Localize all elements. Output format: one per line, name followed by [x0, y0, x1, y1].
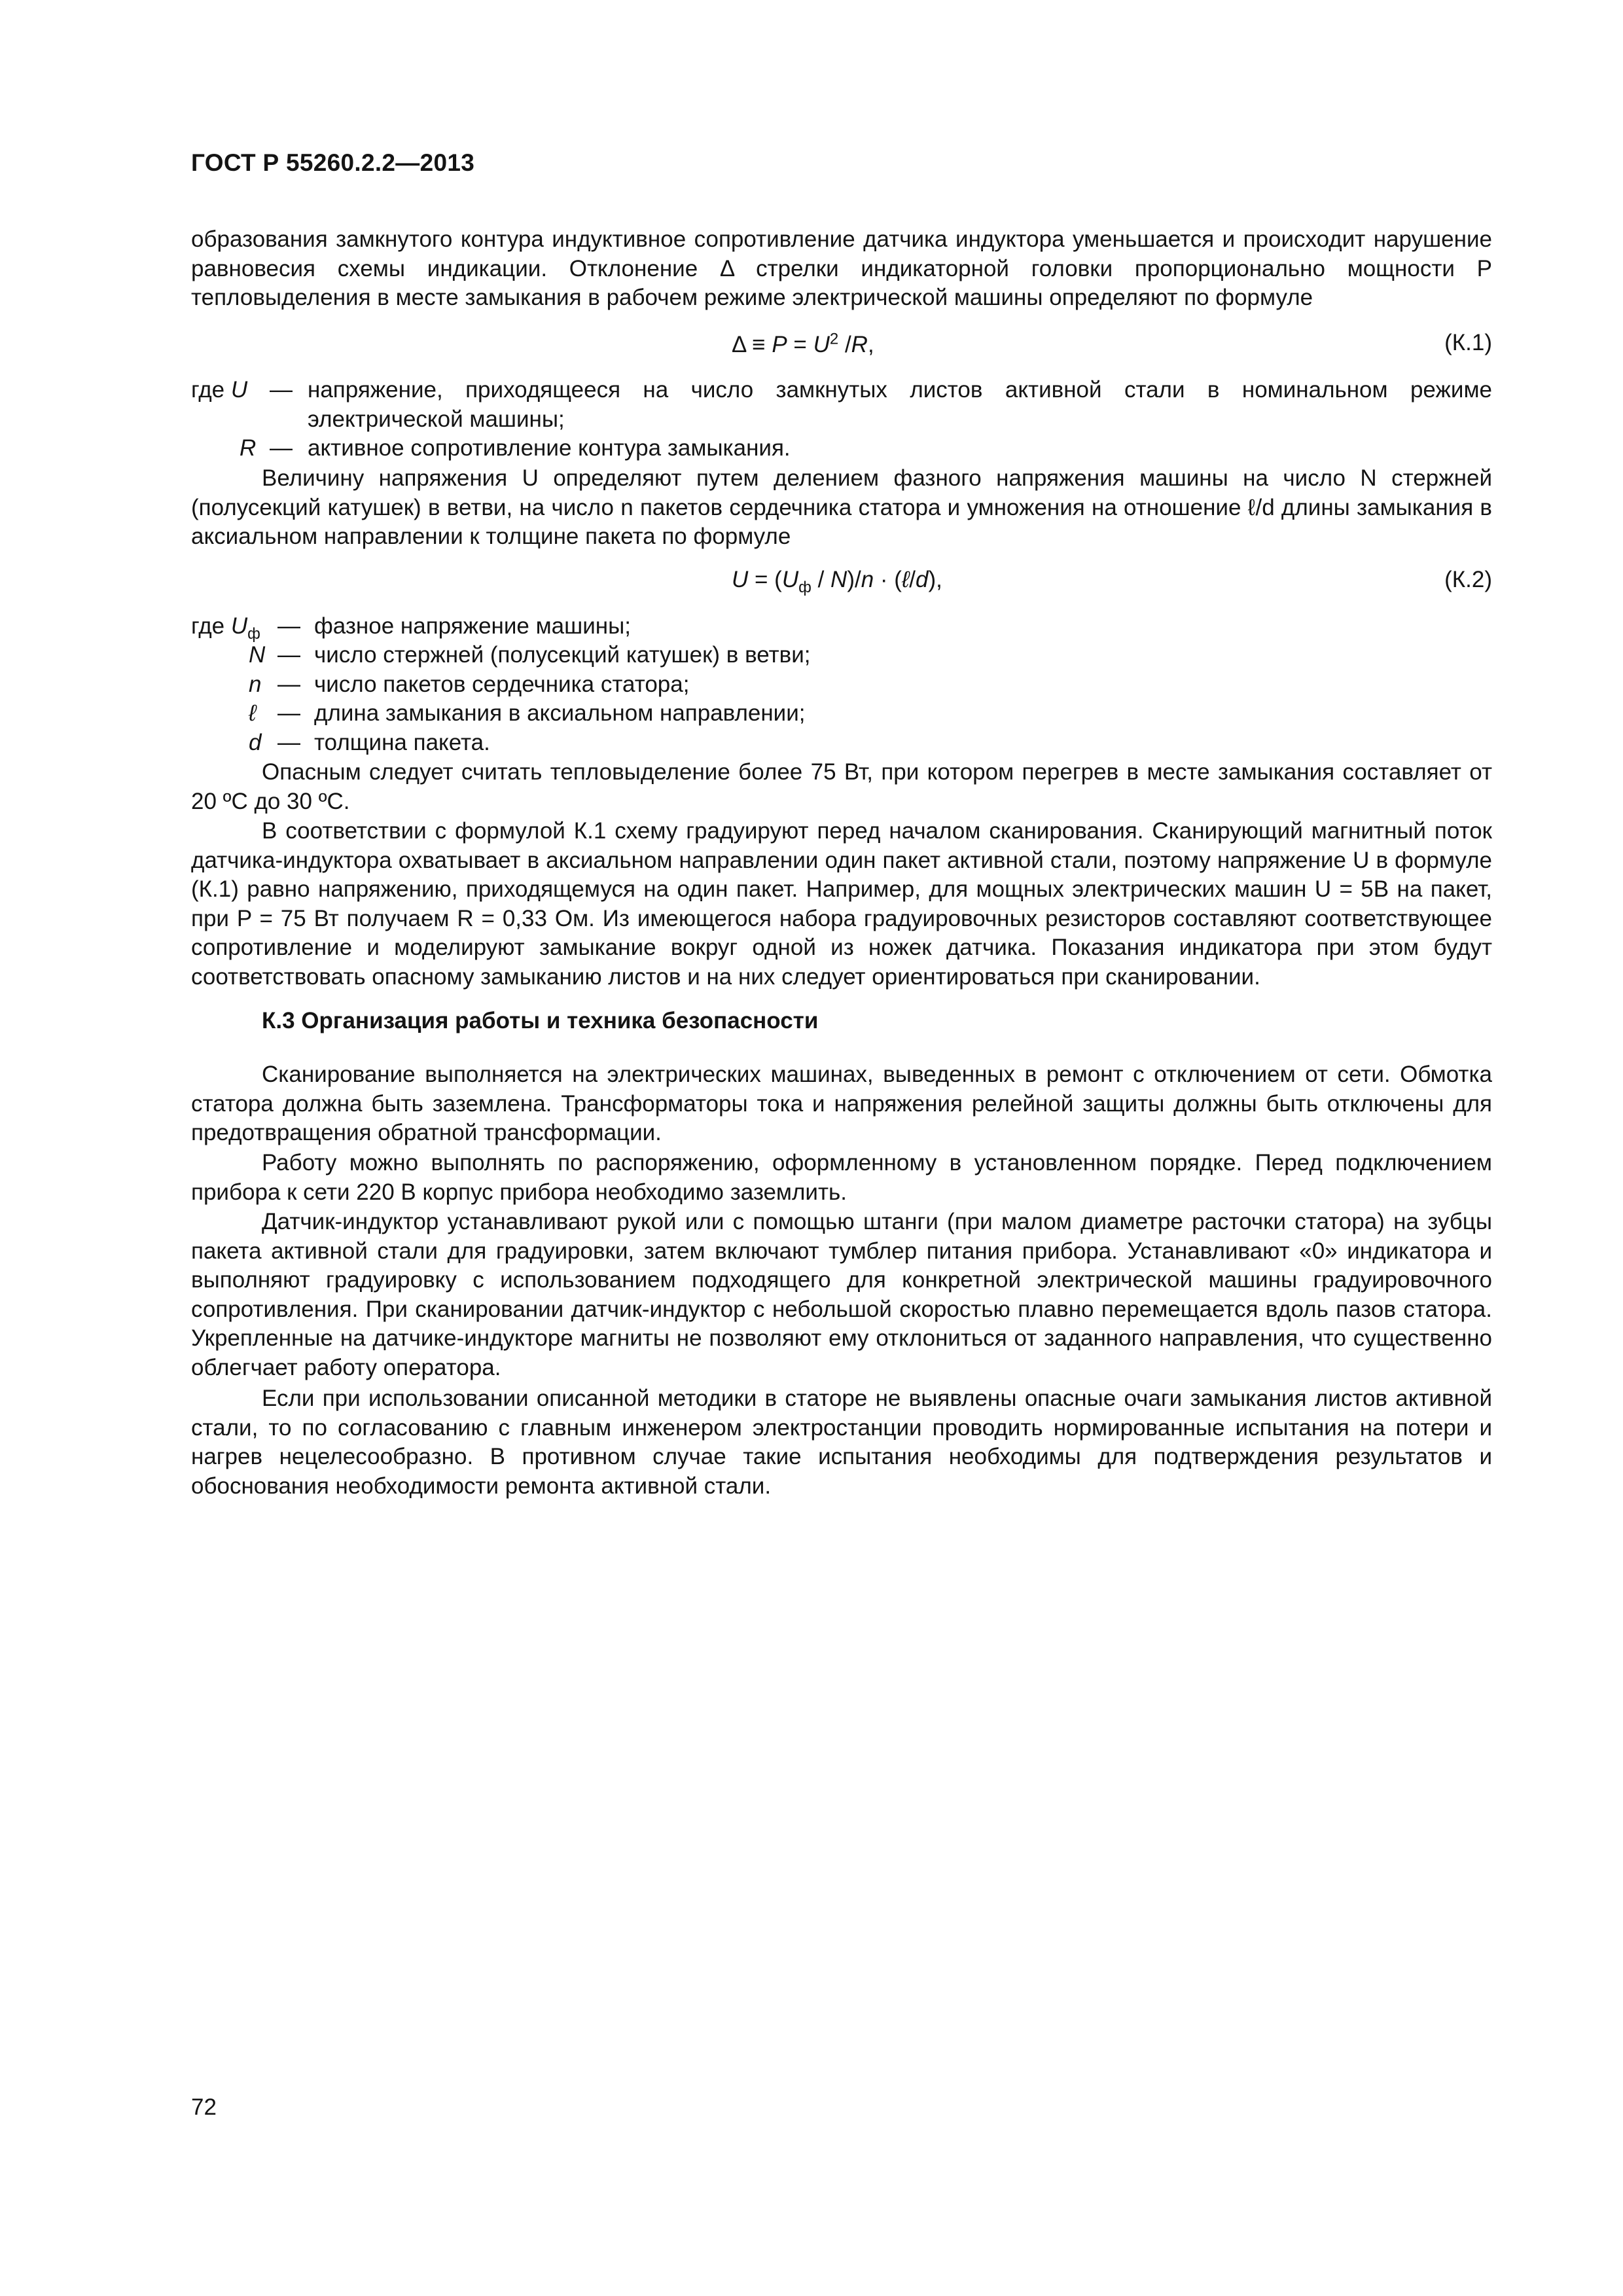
paragraph-3: Опасным следует считать тепловыделение более 75 Вт, при котором перегрев в месте замыкания составляет от 20 ºС до 30 ºС. — [191, 759, 1492, 814]
equation-number-k2: (К.2) — [1444, 567, 1492, 592]
definition-dash: — — [277, 700, 300, 726]
formula-k2 — [732, 567, 942, 597]
definition-N: число стержней (полусекций катушек) в ветви; — [314, 642, 811, 668]
definition-dash: — — [277, 613, 300, 639]
formula-k2-text: $U = (U_ф / N)/n$ · (ℓ/d), — [732, 567, 942, 596]
definition-dash: — — [270, 435, 293, 461]
page-number: 72 — [191, 2094, 217, 2120]
definition-U: напряжение, приходящееся на число замкнутых листов активной стали в номинальном режиме электрической машины; — [308, 377, 1492, 432]
definition-dash: — — [277, 672, 300, 697]
definition-d: толщина пакета. — [314, 730, 490, 755]
definition-dash: — — [277, 642, 300, 668]
where-symbol-d: d — [249, 730, 262, 755]
section-heading-k3: К.3 Организация работы и техника безопасности — [262, 1008, 819, 1033]
paragraph-4: В соответствии с формулой К.1 схему градуируют перед началом сканирования. Сканирующий магнитный поток датчика-индуктора охватывает в аксиальном направлении один пакет активной стали, поэтому напряжение U в формуле (К.1) равно напряжению, приходящемуся на один пакет. Например, для мощных электрических машин U = 5В на пакет, при P = 75 Вт получаем R = 0,33 Ом. Из имеющегося набора градуировочных резисторов составляют соответствующее сопротивление и моделируют замыкание вокруг одной из ножек датчика. Показания индикатора при этом будут соответствовать опасному замыканию листов и на них следует ориентироваться при сканировании. — [191, 818, 1492, 990]
formula-k1 — [732, 330, 874, 358]
paragraph-2: Величину напряжения U определяют путем делением фазного напряжения машины на число N стержней (полусекций катушек) в ветви, на число n пакетов сердечника статора и умножения на отношение ℓ/d длины замыкания в аксиальном направлении к толщине пакета по формуле — [191, 465, 1492, 550]
paragraph-7: Датчик-индуктор устанавливают рукой или с помощью штанги (при малом диаметре расточки статора) на зубцы пакета активной стали для градуировки, затем включают тумблер питания прибора. Устанавливают «0» индикатора и выполняют градуировку с использованием подходящего для конкретной электрической машины градуировочного сопротивления. При сканировании датчик-индуктор с небольшой скоростью плавно перемещается вдоль пазов статора. Укрепленные на датчике-индукторе магниты не позволяют ему отклониться от заданного направления, что существенно облегчает работу оператора. — [191, 1209, 1492, 1380]
where-symbol-n: n — [249, 672, 262, 697]
document-header: ГОСТ Р 55260.2.2—2013 — [191, 149, 475, 176]
paragraph-5: Сканирование выполняется на электрических машинах, выведенных в ремонт с отключением от сети. Обмотка статора должна быть заземлена. Трансформаторы тока и напряжения релейной защиты должны быть отключены для предотвращения обратной трансформации. — [191, 1062, 1492, 1146]
definition-dash: — — [277, 730, 300, 755]
where-prefix: где $U_ф$ — [191, 613, 260, 643]
definition-l: длина замыкания в аксиальном направлении; — [314, 700, 806, 726]
where-symbol-N: N — [249, 642, 266, 668]
where-block-1 — [191, 376, 1492, 461]
where-prefix: где U — [191, 377, 248, 403]
definition-dash: — — [270, 377, 293, 403]
paragraph-6: Работу можно выполнять по распоряжению, оформленному в установленном порядке. Перед подключением прибора к сети 220 В корпус прибора необходимо заземлить. — [191, 1150, 1492, 1205]
where-block-2 — [191, 612, 1492, 762]
paragraph-1: образования замкнутого контура индуктивное сопротивление датчика индуктора уменьшается и происходит нарушение равновесия схемы индикации. Отклонение Δ стрелки индикаторной головки пропорционально мощности P тепловыделения в месте замыкания в рабочем режиме электрической машины определяют по формуле — [191, 226, 1492, 311]
definition-Uf: фазное напряжение машины; — [314, 613, 631, 639]
where-symbol-l: ℓ — [249, 700, 257, 726]
paragraph-8: Если при использовании описанной методики в статоре не выявлены опасные очаги замыкания листов активной стали, то по согласованию с главным инженером электростанции проводить нормированные испытания на потери и нагрев нецелесообразно. В противном случае такие испытания необходимы для подтверждения результатов и обоснования необходимости ремонта активной стали. — [191, 1386, 1492, 1499]
where-symbol-R: R — [240, 435, 257, 461]
definition-R: активное сопротивление контура замыкания. — [308, 435, 791, 461]
formula-k1-text: $\Delta \equiv P = U^2$ /R, — [732, 330, 874, 357]
equation-number-k1: (К.1) — [1444, 330, 1492, 355]
definition-n: число пакетов сердечника статора; — [314, 672, 690, 697]
